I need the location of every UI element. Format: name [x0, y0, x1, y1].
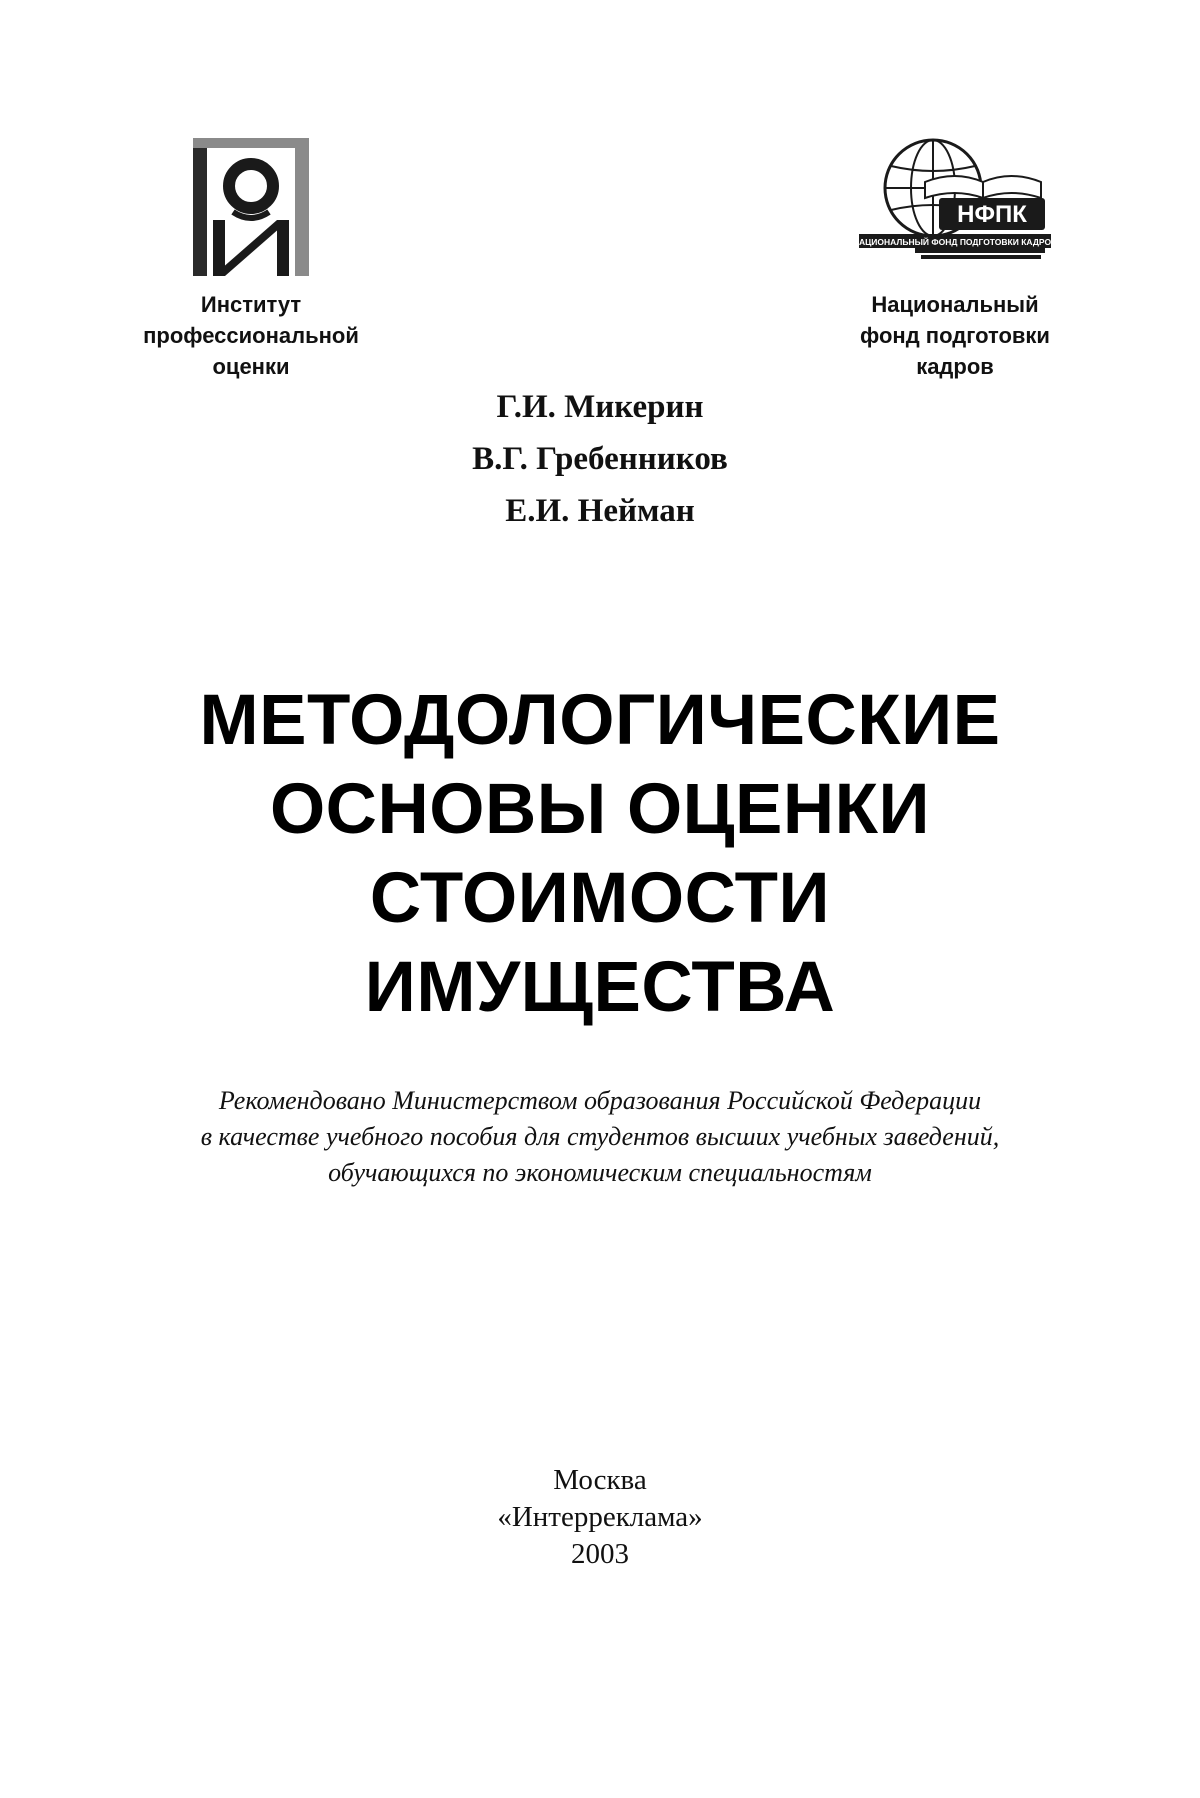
author-name: В.Г. Гребенников	[472, 441, 728, 477]
book-title	[60, 676, 1140, 1032]
imprint-year: 2003	[571, 1538, 629, 1570]
nfpk-ribbon-text: НАЦИОНАЛЬНЫЙ ФОНД ПОДГОТОВКИ КАДРОВ	[855, 237, 1055, 247]
ministry-recommendation	[80, 1083, 1120, 1191]
institute-caption-line: оценки	[212, 354, 290, 379]
institute-caption-line: Институт	[200, 292, 302, 317]
nfpk-caption	[830, 289, 1080, 382]
imprint-city: Москва	[553, 1464, 647, 1496]
institute-logo-icon	[193, 138, 309, 276]
author-name: Е.И. Нейман	[505, 493, 695, 529]
institute-caption	[110, 289, 392, 382]
nfpk-caption-line: фонд подготовки	[860, 323, 1050, 348]
imprint	[400, 1462, 800, 1573]
nfpk-badge-text: НФПК	[957, 201, 1027, 228]
recommendation-line: в качестве учебного пособия для студентов высших учебных заведений,	[200, 1122, 1000, 1151]
book-title-line: ИМУЩЕСТВА	[364, 948, 836, 1027]
book-title-line: ОСНОВЫ ОЦЕНКИ	[269, 770, 931, 849]
book-title-line: СТОИМОСТИ	[369, 859, 831, 938]
globe-book-icon	[855, 136, 1055, 276]
book-title-line: МЕТОДОЛОГИЧЕСКИЕ	[199, 681, 1001, 760]
recommendation-line: обучающихся по экономическим специальностям	[328, 1158, 872, 1187]
nfpk-caption-line: кадров	[916, 354, 994, 379]
imprint-publisher: «Интерреклама»	[497, 1501, 703, 1533]
author-name: Г.И. Микерин	[496, 389, 704, 425]
nfpk-caption-line: Национальный	[871, 292, 1039, 317]
recommendation-line: Рекомендовано Министерством образования Российской Федерации	[218, 1086, 982, 1115]
institute-logo	[193, 138, 309, 276]
institute-caption-line: профессиональной	[143, 323, 359, 348]
nfpk-logo	[855, 136, 1055, 276]
authors	[350, 381, 850, 537]
